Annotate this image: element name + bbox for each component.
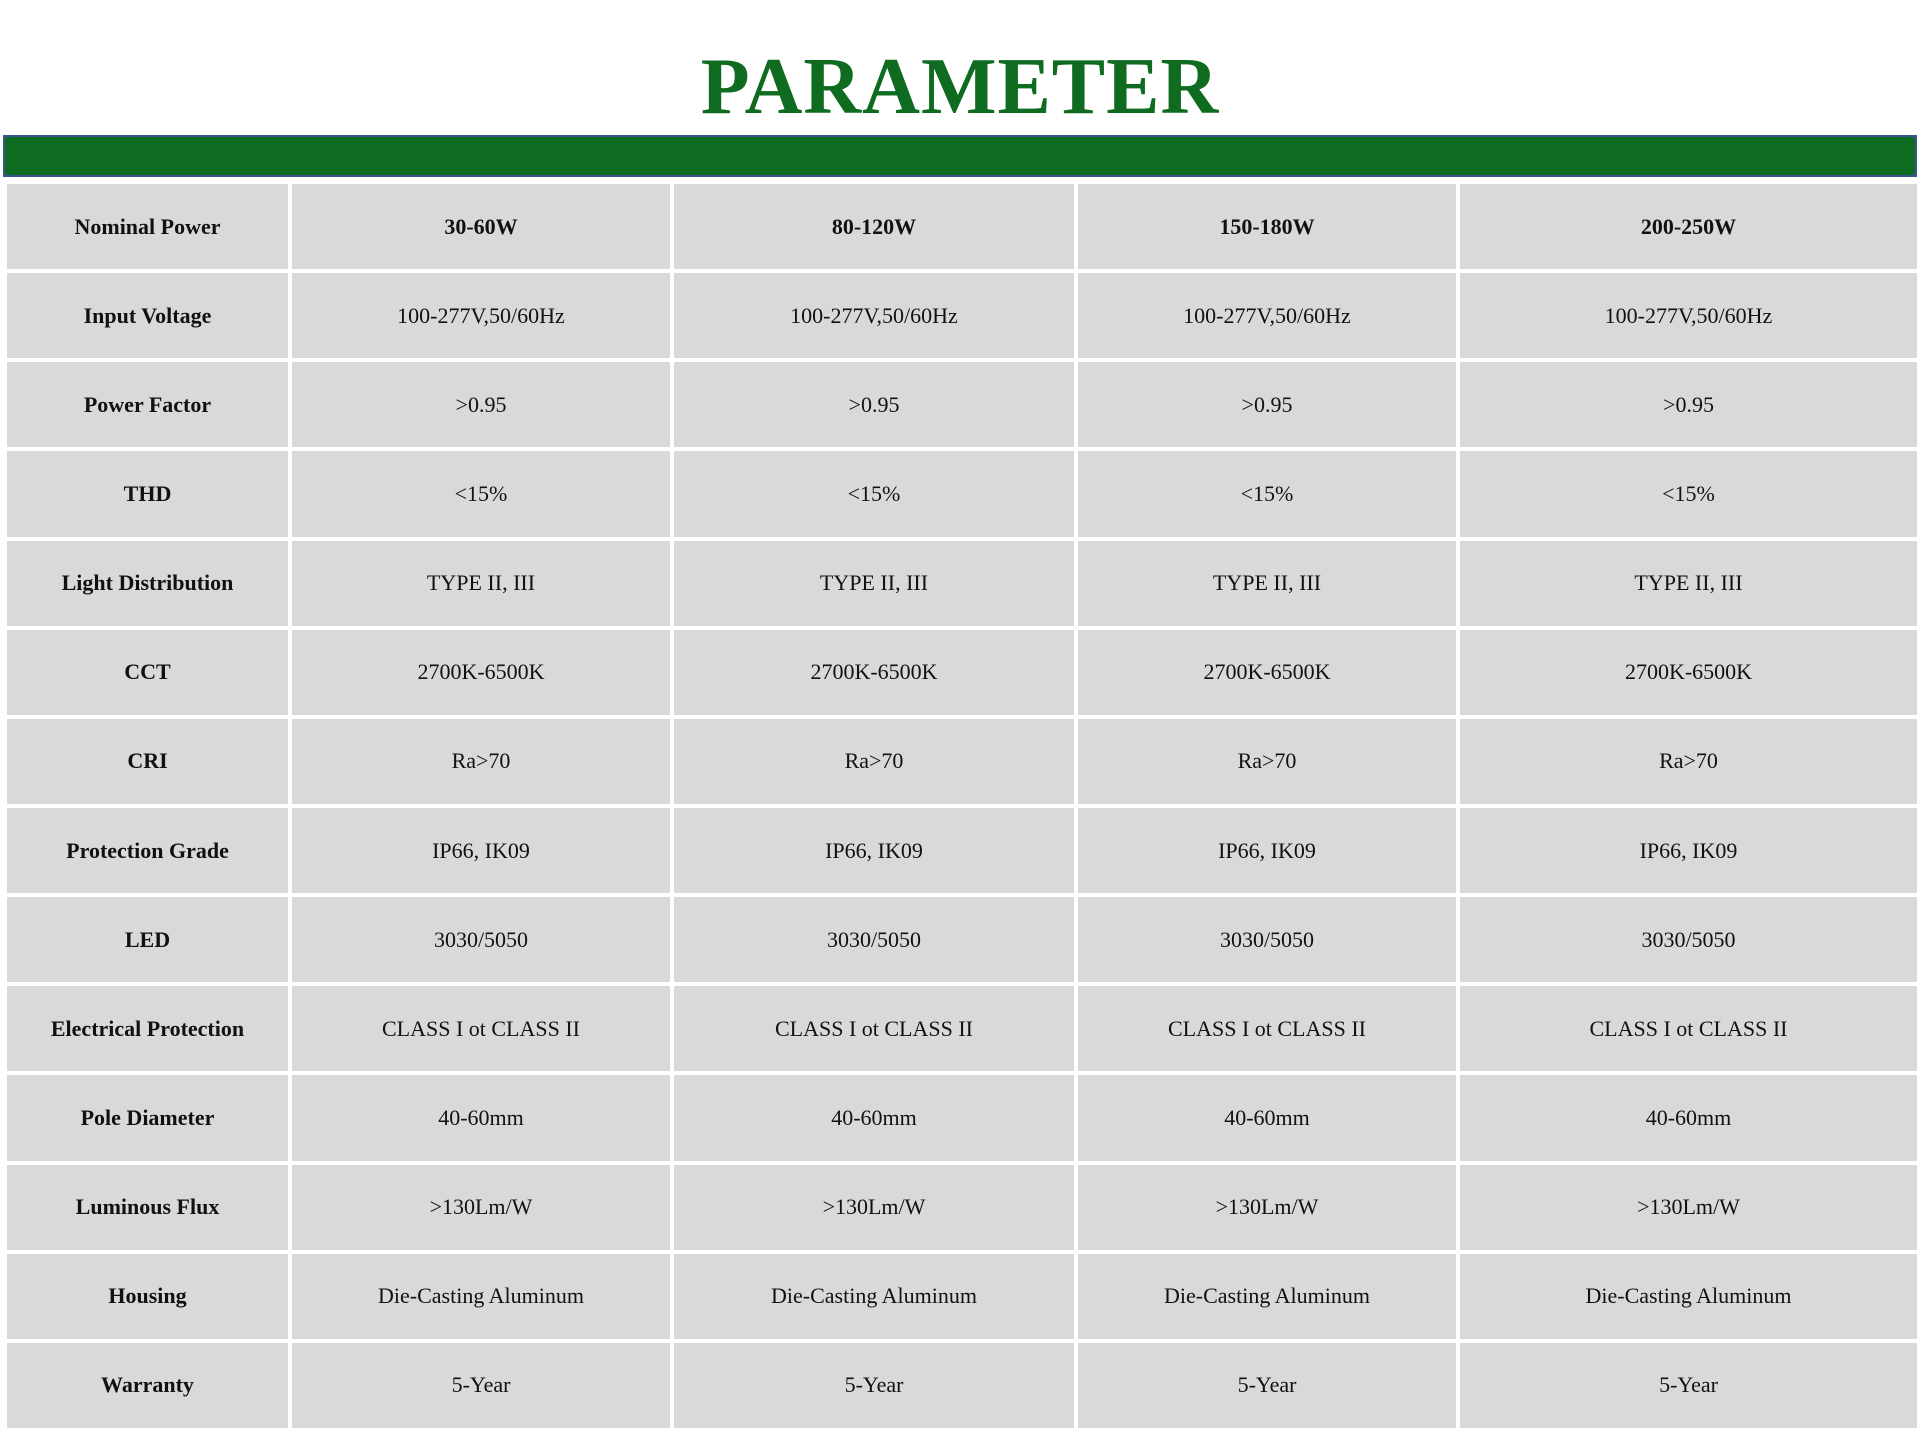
header-value-cell: 200-250W xyxy=(1460,184,1917,269)
table-cell: 40-60mm xyxy=(1460,1075,1917,1160)
table-cell: >130Lm/W xyxy=(1078,1165,1456,1250)
table-cell: <15% xyxy=(674,451,1074,536)
table-cell: <15% xyxy=(1078,451,1456,536)
table-cell: IP66, IK09 xyxy=(292,808,670,893)
row-label-cell: Luminous Flux xyxy=(7,1165,288,1250)
table-cell: CLASS I ot CLASS II xyxy=(1078,986,1456,1071)
table-row xyxy=(7,719,1917,804)
row-label-cell: Power Factor xyxy=(7,362,288,447)
table-row xyxy=(7,1165,1917,1250)
table-row xyxy=(7,808,1917,893)
header-value-cell: 80-120W xyxy=(674,184,1074,269)
table-cell: CLASS I ot CLASS II xyxy=(674,986,1074,1071)
row-label-cell: Pole Diameter xyxy=(7,1075,288,1160)
table-row xyxy=(7,1075,1917,1160)
table-row xyxy=(7,541,1917,626)
table-cell: Ra>70 xyxy=(1460,719,1917,804)
table-cell: TYPE II, III xyxy=(292,541,670,626)
row-label-cell: CRI xyxy=(7,719,288,804)
table-cell: CLASS I ot CLASS II xyxy=(292,986,670,1071)
table-row xyxy=(7,1254,1917,1339)
table-cell: 100-277V,50/60Hz xyxy=(674,273,1074,358)
table-cell: IP66, IK09 xyxy=(1078,808,1456,893)
title-divider-bar xyxy=(3,135,1917,177)
table-row xyxy=(7,273,1917,358)
table-cell: 2700K-6500K xyxy=(1460,630,1917,715)
table-cell: 2700K-6500K xyxy=(292,630,670,715)
table-cell: >0.95 xyxy=(1460,362,1917,447)
table-cell: IP66, IK09 xyxy=(1460,808,1917,893)
table-row xyxy=(7,451,1917,536)
table-cell: Die-Casting Aluminum xyxy=(292,1254,670,1339)
table-cell: Die-Casting Aluminum xyxy=(1460,1254,1917,1339)
page-title: PARAMETER xyxy=(700,43,1220,131)
table-cell: 40-60mm xyxy=(1078,1075,1456,1160)
table-cell: >0.95 xyxy=(1078,362,1456,447)
table-cell: >0.95 xyxy=(292,362,670,447)
table-cell: >130Lm/W xyxy=(292,1165,670,1250)
table-cell: TYPE II, III xyxy=(674,541,1074,626)
table-cell: <15% xyxy=(1460,451,1917,536)
table-cell: 5-Year xyxy=(292,1343,670,1428)
table-row xyxy=(7,630,1917,715)
table-cell: TYPE II, III xyxy=(1460,541,1917,626)
header-value-cell: 30-60W xyxy=(292,184,670,269)
table-row xyxy=(7,986,1917,1071)
table-cell: 3030/5050 xyxy=(1460,897,1917,982)
table-cell: 3030/5050 xyxy=(292,897,670,982)
row-label-cell: Input Voltage xyxy=(7,273,288,358)
table-cell: 2700K-6500K xyxy=(674,630,1074,715)
table-cell: Ra>70 xyxy=(292,719,670,804)
table-cell: 100-277V,50/60Hz xyxy=(1078,273,1456,358)
table-cell: Ra>70 xyxy=(1078,719,1456,804)
row-label-cell: Light Distribution xyxy=(7,541,288,626)
row-label-cell: Housing xyxy=(7,1254,288,1339)
table-cell: 40-60mm xyxy=(674,1075,1074,1160)
row-label-cell: LED xyxy=(7,897,288,982)
table-cell: Ra>70 xyxy=(674,719,1074,804)
row-label-cell: Protection Grade xyxy=(7,808,288,893)
header-label-cell: Nominal Power xyxy=(7,184,288,269)
table-cell: 3030/5050 xyxy=(1078,897,1456,982)
table-cell: 5-Year xyxy=(1460,1343,1917,1428)
table-cell: >130Lm/W xyxy=(1460,1165,1917,1250)
table-row xyxy=(7,362,1917,447)
table-cell: Die-Casting Aluminum xyxy=(674,1254,1074,1339)
table-cell: 5-Year xyxy=(674,1343,1074,1428)
table-cell: 5-Year xyxy=(1078,1343,1456,1428)
table-cell: TYPE II, III xyxy=(1078,541,1456,626)
table-cell: 100-277V,50/60Hz xyxy=(292,273,670,358)
table-cell: 3030/5050 xyxy=(674,897,1074,982)
table-header-row xyxy=(7,184,1917,269)
parameter-table xyxy=(3,180,1920,1432)
header-value-cell: 150-180W xyxy=(1078,184,1456,269)
row-label-cell: Electrical Protection xyxy=(7,986,288,1071)
table-cell: CLASS I ot CLASS II xyxy=(1460,986,1917,1071)
table-cell: >0.95 xyxy=(674,362,1074,447)
table-row xyxy=(7,897,1917,982)
table-cell: Die-Casting Aluminum xyxy=(1078,1254,1456,1339)
row-label-cell: CCT xyxy=(7,630,288,715)
table-row xyxy=(7,1343,1917,1428)
table-cell: <15% xyxy=(292,451,670,536)
table-cell: >130Lm/W xyxy=(674,1165,1074,1250)
table-cell: 100-277V,50/60Hz xyxy=(1460,273,1917,358)
row-label-cell: THD xyxy=(7,451,288,536)
table-cell: IP66, IK09 xyxy=(674,808,1074,893)
row-label-cell: Warranty xyxy=(7,1343,288,1428)
table-cell: 40-60mm xyxy=(292,1075,670,1160)
table-cell: 2700K-6500K xyxy=(1078,630,1456,715)
